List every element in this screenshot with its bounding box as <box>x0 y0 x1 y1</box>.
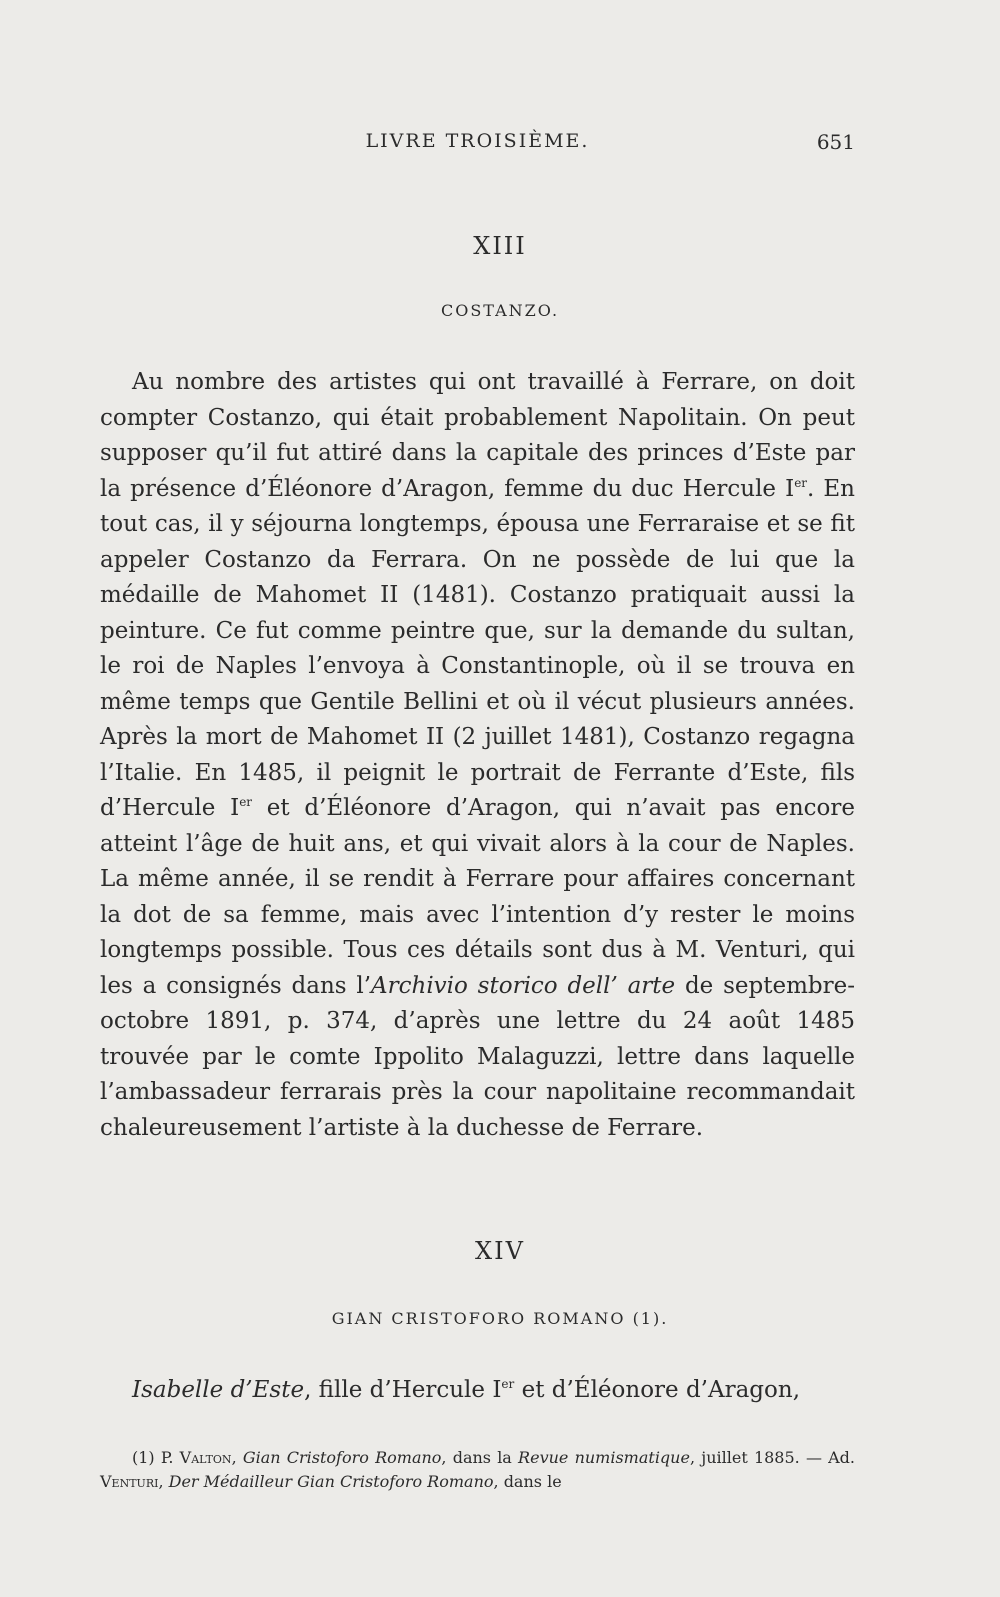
footnote-text: , juillet 1885. — Ad. <box>689 1448 856 1467</box>
footnote-author: Valton <box>179 1448 232 1467</box>
footnote-marker: (1) P. <box>132 1448 180 1467</box>
footnote-italic: Gian Cristoforo Romano <box>242 1448 442 1467</box>
italic-title: Archivio storico dell’ arte <box>371 972 676 999</box>
paragraph-isabelle <box>100 1373 855 1409</box>
paragraph-text: de septembre-octobre 1891, p. 374, d’après une lettre du 24 août 1485 trouvée par le comte Ippolito Malaguzzi, lettre dans laquelle l’ambassadeur ferrarais près la cour napolitaine recommandait chaleureusement l’artiste à la duchesse de Ferrare. <box>100 972 855 1141</box>
paragraph-text: et d’Éléonore d’Aragon, qui n’avait pas encore atteint l’âge de huit ans, et qui vivait alors à la cour de Naples. La même année, il se rendit à Ferrare pour affaires concernant la dot de sa femme, mais avec l’intention d’y rester le moins longtemps possible. Tous ces détails sont dus à M. Venturi, qui les a consignés dans l’ <box>100 795 855 999</box>
section-title-costanzo: COSTANZO. <box>440 301 560 320</box>
running-title: LIVRE TROISIÈME. <box>365 130 590 152</box>
paragraph-text: . En tout cas, il y séjourna longtemps, épousa une Ferraraise et se fit appeler Costanzo da Ferrara. On ne possède de lui que la médaille de Mahomet II (1481). Costanzo pratiquait aussi la peinture. Ce fut comme peintre que, sur la demande du sultan, le roi de Naples l’envoya à Constantinople, où il se trouva en même temps que Gentile Bellini et où il vécut plusieurs années. Après la mort de Mahomet II (2 juillet 1481), Costanzo regagna l’Italie. En 1485, il peignit le portrait de Ferrante d’Este, fils d’Hercule I <box>100 475 855 821</box>
footnote-text: , dans le <box>493 1472 562 1491</box>
paragraph-costanzo <box>100 365 855 1146</box>
footnote-author: Venturi <box>100 1472 159 1491</box>
page-number: 651 <box>816 130 855 154</box>
footnote-text: , <box>231 1448 243 1467</box>
footnote <box>100 1446 855 1494</box>
superscript: er <box>794 475 808 490</box>
paragraph-text: et d’Éléonore d’Aragon, <box>514 1377 801 1403</box>
italic-name: Isabelle d’Este <box>132 1377 305 1403</box>
section-number-xiv: XIV <box>475 1237 525 1265</box>
footnote-text: , <box>158 1472 169 1491</box>
paragraph-text: , fille d’Hercule I <box>304 1377 502 1403</box>
section-title-gian-cristoforo: GIAN CRISTOFORO ROMANO (1). <box>331 1309 669 1328</box>
footnote-text: , dans la <box>441 1448 519 1467</box>
paragraph-text: Au nombre des artistes qui ont travaillé à Ferrare, on doit compter Costanzo, qui était probablement Napolitain. On peut supposer qu’il fut attiré dans la capitale des princes d’Este par la présence d’Éléonore d’Aragon, femme du duc Hercule I <box>100 369 855 502</box>
superscript: er <box>501 1377 515 1391</box>
section-number-xiii: XIII <box>473 232 527 260</box>
footnote-italic: Der Médailleur Gian Cristoforo Romano <box>168 1472 494 1491</box>
running-head <box>100 128 855 158</box>
footnote-italic: Revue numismatique <box>518 1448 690 1467</box>
superscript: er <box>239 795 253 809</box>
